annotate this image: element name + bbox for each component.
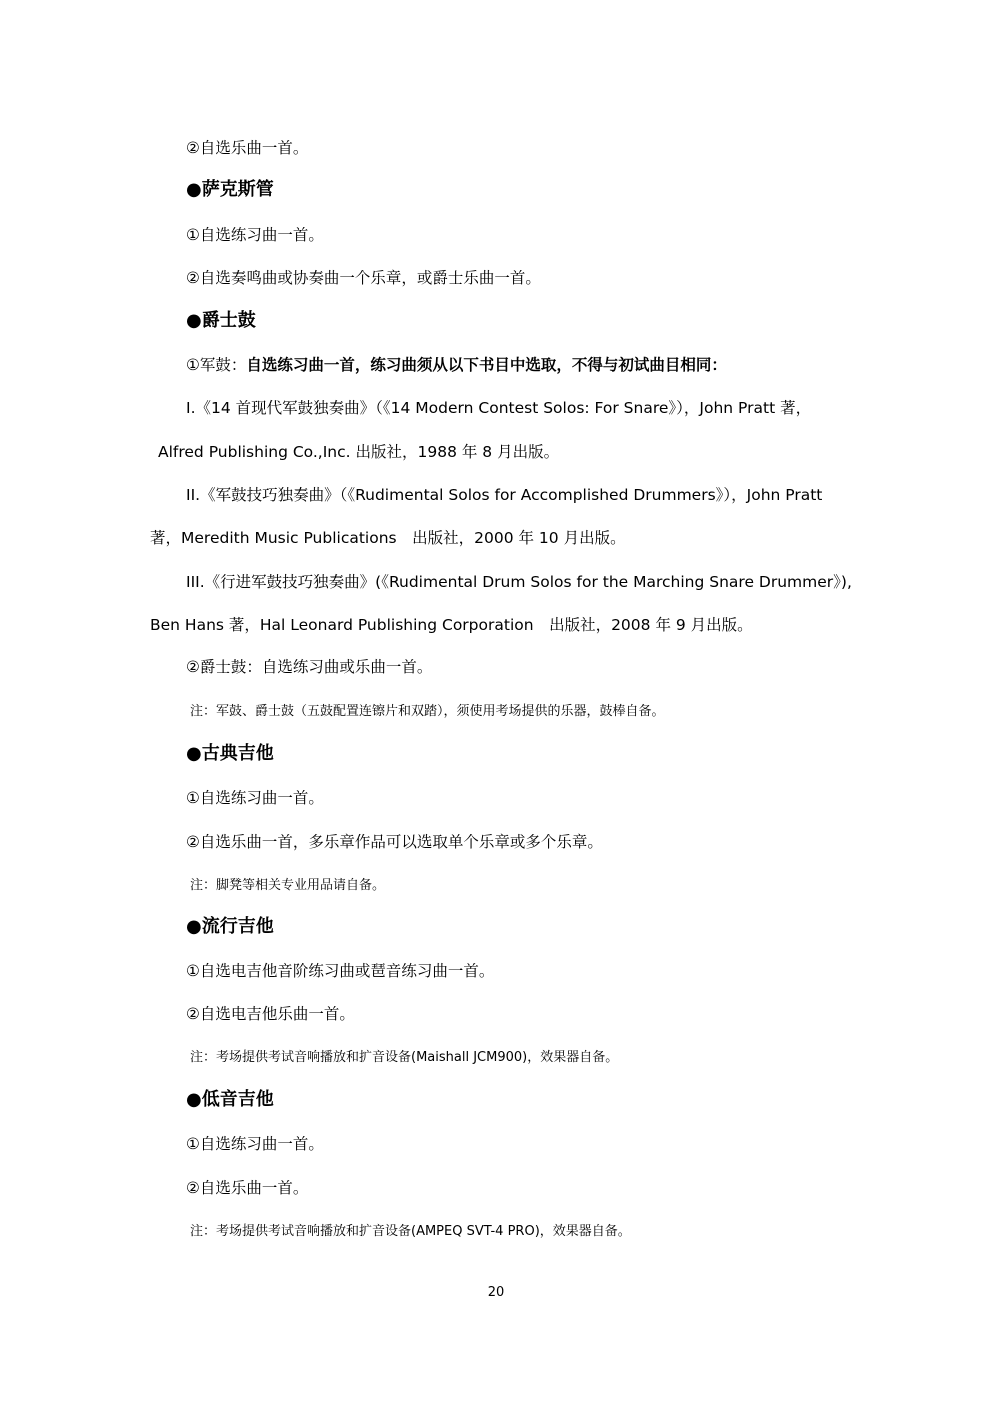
note: 注：考场提供考试音响播放和扩音设备(AMPEQ SVT-4 PRO)，效果器自备。 bbox=[190, 1224, 631, 1239]
text-line: ①自选练习曲一首。 bbox=[186, 789, 324, 807]
section-heading-pop-guitar: ●流行吉他 bbox=[186, 916, 274, 937]
text-line: ②自选奏鸣曲或协奏曲一个乐章，或爵士乐曲一首。 bbox=[186, 269, 541, 287]
text-line: ①自选练习曲一首。 bbox=[186, 226, 324, 244]
section-heading-saxophone: ●萨克斯管 bbox=[186, 179, 274, 200]
text-line: ①自选练习曲一首。 bbox=[186, 1135, 324, 1153]
note: 注：脚凳等相关专业用品请自备。 bbox=[190, 878, 386, 893]
text-emphasis: 自选练习曲一首，练习曲须从以下书目中选取，不得与初试曲目相同： bbox=[246, 356, 727, 374]
text-line bbox=[186, 355, 727, 375]
note: 注：考场提供考试音响播放和扩音设备(Maishall JCM900)，效果器自备。 bbox=[190, 1050, 619, 1065]
book-reference: 著，Meredith Music Publications 出版社，2000 年 10 月出版。 bbox=[150, 529, 626, 547]
section-heading-classical-guitar: ●古典吉他 bbox=[186, 743, 274, 764]
text-line: ②自选乐曲一首，多乐章作品可以选取单个乐章或多个乐章。 bbox=[186, 833, 603, 851]
book-reference: Ben Hans 著，Hal Leonard Publishing Corporation 出版社，2008 年 9 月出版。 bbox=[150, 616, 753, 634]
section-heading-bass-guitar: ●低音吉他 bbox=[186, 1089, 274, 1110]
book-reference: Alfred Publishing Co.,Inc. 出版社，1988 年 8 月出版。 bbox=[158, 443, 560, 461]
text-line: ②爵士鼓：自选练习曲或乐曲一首。 bbox=[186, 658, 433, 676]
text-label: ①军鼓： bbox=[186, 356, 247, 374]
text-line: ②自选乐曲一首。 bbox=[186, 1179, 309, 1197]
text-line: ②自选电吉他乐曲一首。 bbox=[186, 1005, 355, 1023]
book-reference: I.《14 首现代军鼓独奏曲》（《14 Modern Contest Solos: For Snare》），John Pratt 著， bbox=[186, 399, 812, 417]
text-line: ①自选电吉他音阶练习曲或琶音练习曲一首。 bbox=[186, 962, 495, 980]
page-number: 20 bbox=[487, 1285, 505, 1300]
note: 注：军鼓、爵士鼓（五鼓配置连镲片和双踏），须使用考场提供的乐器，鼓棒自备。 bbox=[190, 704, 665, 719]
book-reference: II.《军鼓技巧独奏曲》（《Rudimental Solos for Accomplished Drummers》），John Pratt bbox=[186, 486, 823, 504]
text-line: ②自选乐曲一首。 bbox=[186, 139, 309, 157]
book-reference: III.《行进军鼓技巧独奏曲》(《Rudimental Drum Solos for the Marching Snare Drummer》), bbox=[186, 573, 852, 591]
section-heading-jazz-drums: ●爵士鼓 bbox=[186, 310, 256, 331]
